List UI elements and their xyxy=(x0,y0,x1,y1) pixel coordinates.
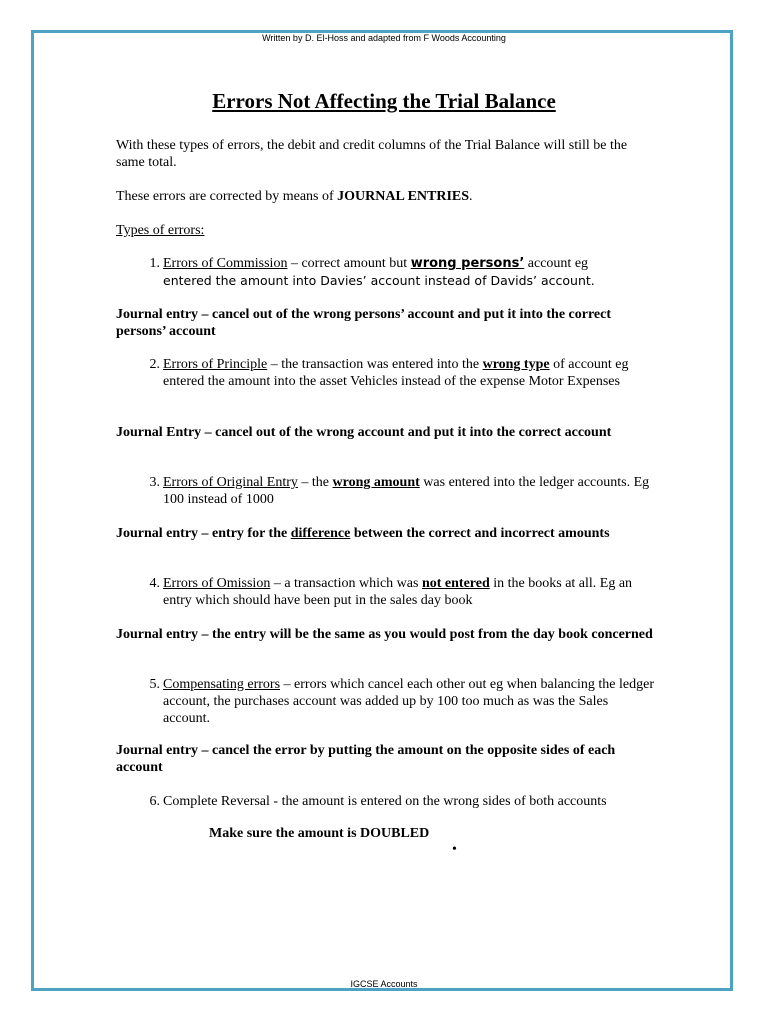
journal-text-part: Journal entry – entry for the xyxy=(116,526,291,541)
page-title: Errors Not Affecting the Trial Balance xyxy=(212,89,556,113)
corrected-suffix: . xyxy=(469,189,473,204)
error-type-name: Compensating errors xyxy=(163,677,281,692)
item-emphasis: not entered xyxy=(421,576,490,591)
item-text: Complete Reversal - the amount is entered on the wrong sides of both accounts xyxy=(163,794,607,809)
journal-text-part: between the correct and incorrect amounts xyxy=(350,526,610,541)
item-number: 2. xyxy=(149,357,160,372)
item-emphasis: wrong amount xyxy=(332,475,420,490)
journal-entry-note: Journal entry – cancel out of the wrong persons’ account and put it into the correct persons’ account xyxy=(116,307,612,339)
item-text-part: of account eg entered the amount into the asset Vehicles instead of the expense Motor Expenses xyxy=(163,357,629,389)
item-text-part: was entered into the ledger accounts. Eg 100 instead of 1000 xyxy=(163,475,650,507)
page-border xyxy=(31,30,733,991)
item-emphasis: wrong type xyxy=(482,357,550,372)
difference-emphasis: difference xyxy=(290,526,351,541)
corrected-paragraph xyxy=(116,188,656,205)
error-type-name: Errors of Commission xyxy=(163,256,288,271)
intro-paragraph: With these types of errors, the debit and credit columns of the Trial Balance will still be the same total. xyxy=(116,138,628,170)
item-text-part: in the books at all. Eg an entry which should have been put in the sales day book xyxy=(163,576,633,608)
item-text xyxy=(163,356,658,390)
item-text-part: – the transaction was entered into the xyxy=(267,357,483,372)
item-text xyxy=(163,575,658,609)
item-number: 5. xyxy=(149,677,160,692)
item-text-part: – the xyxy=(297,475,333,490)
journal-entry-note: Journal Entry – cancel out of the wrong account and put it into the correct account xyxy=(116,425,612,440)
journal-entry-note xyxy=(116,525,656,542)
item-text-part: account eg xyxy=(524,256,589,271)
item-number: 6. xyxy=(149,794,160,809)
item-number: 3. xyxy=(149,475,160,490)
item-text xyxy=(163,676,658,727)
error-type-name: Errors of Original Entry xyxy=(163,475,298,490)
item-text-part: entered the amount into Davies’ account instead of Davids’ account. xyxy=(163,273,595,288)
journal-entries-emphasis: JOURNAL ENTRIES xyxy=(337,189,470,204)
item-number: 4. xyxy=(149,576,160,591)
types-heading: Types of errors: xyxy=(116,223,205,238)
error-type-name: Errors of Principle xyxy=(163,357,268,372)
stray-bullet: • xyxy=(452,842,457,857)
error-type-name: Errors of Omission xyxy=(163,576,271,591)
item-text xyxy=(163,255,658,290)
item-text-part: – correct amount but xyxy=(287,256,411,271)
corrected-prefix: These errors are corrected by means of xyxy=(116,189,338,204)
item-text xyxy=(163,474,658,508)
doubled-note: Make sure the amount is DOUBLED xyxy=(209,826,430,841)
item-text-part: – a transaction which was xyxy=(270,576,422,591)
page-header: Written by D. El-Hoss and adapted from F Woods Accounting xyxy=(262,33,506,43)
page-footer: IGCSE Accounts xyxy=(350,979,418,989)
item-emphasis: wrong persons’ xyxy=(410,256,525,271)
journal-entry-note: Journal entry – the entry will be the same as you would post from the day book concerned xyxy=(116,627,653,642)
item-text-part: – errors which cancel each other out eg when balancing the ledger account, the purchases account was added up by 100 too much as was the Sales account. xyxy=(163,677,654,726)
journal-entry-note: Journal entry – cancel the error by putting the amount on the opposite sides of each account xyxy=(116,743,616,775)
item-number: 1. xyxy=(149,256,160,271)
